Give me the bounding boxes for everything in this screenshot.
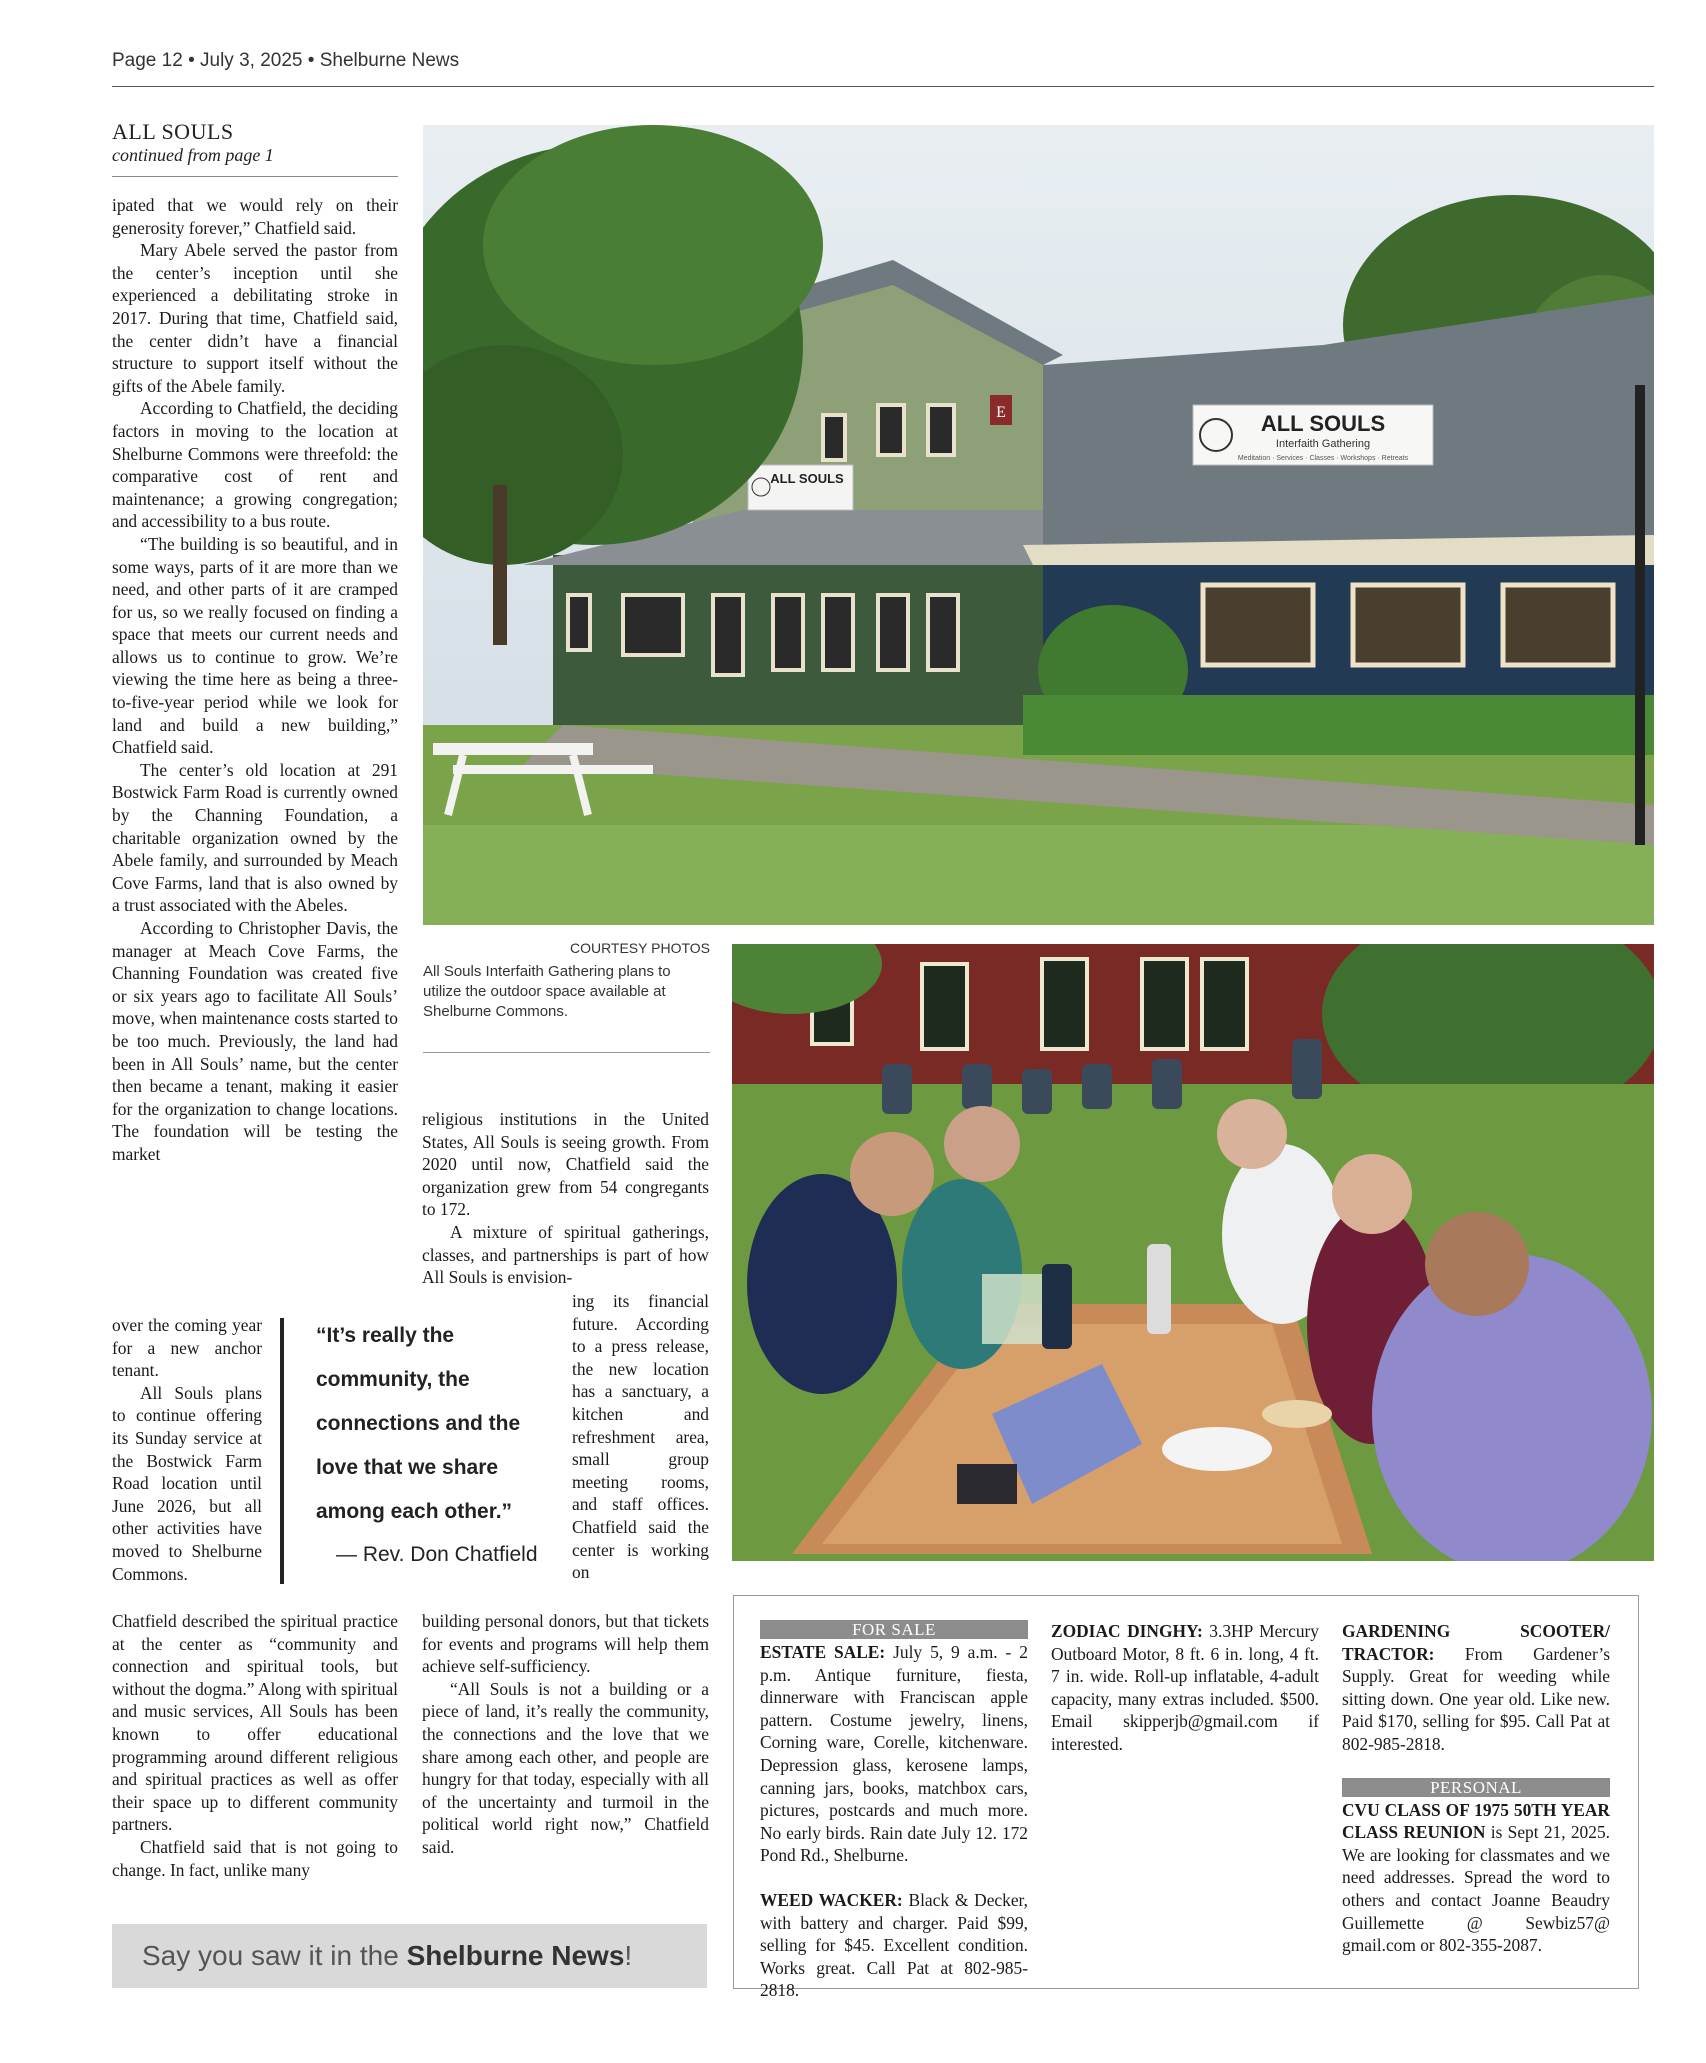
story-jump-head xyxy=(112,120,398,166)
paragraph: Chatfield described the spiritual practice at the center as “community and connection and spiritual tools, but without the dogma.” Along with spiritual and music services, All Souls has been known to offer educational programming around different religious and spiritual practices as well as offer their space up to different community partners. xyxy=(112,1611,398,1835)
section-header-personal: PERSONAL xyxy=(1342,1778,1610,1797)
paragraph: Mary Abele served the pastor from the center’s inception until she experienced a debilitating stroke in 2017. During that time, Chatfield said, the center didn’t have a financial structure to support itself without the gifts of the Abele family. xyxy=(112,240,398,396)
paragraph: According to Chatfield, the deciding factors in moving to the location at Shelburne Commons were threefold: the comparative cost of rent and maintenance; a growing congregation; and accessibility to a bus route. xyxy=(112,398,398,532)
story-jump-line: continued from page 1 xyxy=(112,145,274,165)
story-rule xyxy=(112,176,398,177)
classified-estate-sale: ESTATE SALE: July 5, 9 a.m. - 2 p.m. Antique furniture, fiesta, dinnerware with Franciscan apple pattern. Costume jewelry, linens, Corning ware, Corelle, kitchenware. Depression glass, kerosene lamps, canning jars, books, matchbox cars, pictures, postcards and much more. No early birds. Rain date July 12. 172 Pond Rd., Shelburne. xyxy=(760,1642,1028,1866)
photo-credit: COURTESY PHOTOS xyxy=(569,940,710,956)
paragraph: According to Christopher Davis, the manager at Meach Cove Farms, the Channing Foundation was created five or six years ago to facilitate All Souls’ move, when maintenance costs started to be too much. Previously, the land had been in All Souls’ name, but the center then became a tenant, making it easier for the organization to change locations. The foundation will be testing the market xyxy=(112,918,398,1164)
sign-title-small: ALL SOULS xyxy=(770,471,844,486)
classified-gardening-scooter: GARDENING SCOOTER/ TRACTOR: From Gardener’s Supply. Great for weeding while sitting down. One year old. Like new. Paid $170, selling for $95. Call Pat at 802-985-2818. xyxy=(1342,1621,1610,1754)
caption-rule xyxy=(423,1052,710,1053)
paper-name: Shelburne News xyxy=(319,50,460,71)
paragraph: The center’s old location at 291 Bostwick Farm Road is currently owned by the Channing Foundation, a charitable organization owned by the Abele family, and surrounded by Meach Cove Farms, land that is also owned by a trust associated with the Abeles. xyxy=(112,759,398,916)
promo-text: Say you saw it in the Shelburne News! xyxy=(142,1940,633,1971)
paragraph: All Souls plans to continue offering its Sunday service at the Bostwick Farm Road location until June 2026, but all other activities have moved to Shelburne Commons. xyxy=(112,1382,262,1584)
article-column-2 xyxy=(422,1108,709,1289)
paragraph: “The building is so beautiful, and in some ways, parts of it are more than we need, and other parts of it are cramped for us, so we really focused on finding a space that meets our current needs and allows us to continue to grow. We’re viewing the time here as being a three-to-five-year period while we look for land and build a new building,” Chatfield said. xyxy=(112,533,398,758)
building-illustration xyxy=(423,125,1654,925)
paragraph: ing its financial future. According to a press release, the new location has a sanctuary, a kitchen and refreshment area, small group meeting rooms, and staff offices. Chatfield said the center is working on xyxy=(572,1291,709,1583)
header-rule xyxy=(112,86,1654,87)
classifieds-column-2 xyxy=(1051,1620,1319,1778)
classified-cvu-reunion: CVU CLASS OF 1975 50TH YEAR CLASS REUNION is Sept 21, 2025. We are looking for classmates and we need addresses. Spread the word to others and contact Joanne Beaudry Guillemette @ Sewbiz57@ gmail.com or 802-355-2087. xyxy=(1342,1799,1610,1956)
sign-title: ALL SOULS xyxy=(1260,411,1386,436)
gathering-photo xyxy=(732,944,1654,1561)
paragraph: A mixture of spiritual gatherings, classes, and partnerships is part of how All Souls is envision- xyxy=(422,1221,709,1288)
photo-caption: All Souls Interfaith Gathering plans to utilize the outdoor space available at Shelburne Commons. xyxy=(423,963,671,1020)
page-header: Page 12 • July 3, 2025 • Shelburne News xyxy=(112,50,460,71)
classified-weed-wacker: WEED WACKER: Black & Decker, with battery and charger. Paid $99, selling for $45. Excellent condition. Works great. Call Pat at 802-985-2818. xyxy=(760,1889,1028,2001)
paragraph: Chatfield said that is not going to change. In fact, unlike many xyxy=(112,1836,398,1880)
paragraph: building personal donors, but that tickets for events and programs will help them achieve self-sufficiency. xyxy=(422,1611,709,1677)
classifieds-column-3 xyxy=(1342,1620,1610,1957)
pullquote-bar xyxy=(280,1318,284,1584)
sign-services: Meditation · Services · Classes · Workshops · Retreats xyxy=(1237,455,1409,462)
story-title: ALL SOULS xyxy=(112,119,234,144)
paragraph: “All Souls is not a building or a piece of land, it’s really the community, the connections and the love that we share among each other, and people are hungry for that today, especially with all of the uncertainty and turmoil in the political world right now,” Chatfield said. xyxy=(422,1678,709,1857)
classifieds-column-1 xyxy=(760,1620,1028,2002)
article-column-1-bottom xyxy=(112,1610,398,1881)
sign-subtitle: Interfaith Gathering xyxy=(1275,438,1371,450)
promo-brand: Shelburne News xyxy=(406,1940,625,1971)
pullquote: “It’s really the community, the connections and the love that we share among each other.” xyxy=(316,1324,521,1523)
article-column-1 xyxy=(112,194,398,1166)
issue-date: July 3, 2025 xyxy=(200,50,303,71)
pullquote-attribution: — Rev. Don Chatfield xyxy=(336,1543,538,1566)
paragraph: over the coming year for a new anchor tenant. xyxy=(112,1315,262,1381)
page-number: Page 12 xyxy=(112,50,183,71)
building-photo xyxy=(423,125,1654,925)
door-letter: E xyxy=(996,404,1006,421)
classified-zodiac-dinghy: ZODIAC DINGHY: 3.3HP Mercury Outboard Motor, 8 ft. 6 in. long, 4 ft. 7 in. wide. Roll-up inflatable, 4-adult capacity, many extras included. $500. Email skipperjb@gmail.com if interested. xyxy=(1051,1621,1319,1754)
article-column-2-bottom xyxy=(422,1610,709,1859)
paragraph: ipated that we would rely on their generosity forever,” Chatfield said. xyxy=(112,195,398,238)
paragraph: religious institutions in the United States, All Souls is seeing growth. From 2020 until now, Chatfield said the organization grew from 54 congregants to 172. xyxy=(422,1109,709,1220)
article-column-1-narrow xyxy=(112,1314,262,1585)
section-header-for-sale: FOR SALE xyxy=(760,1620,1028,1639)
gathering-illustration xyxy=(732,944,1654,1561)
article-column-2-narrow xyxy=(572,1290,709,1584)
